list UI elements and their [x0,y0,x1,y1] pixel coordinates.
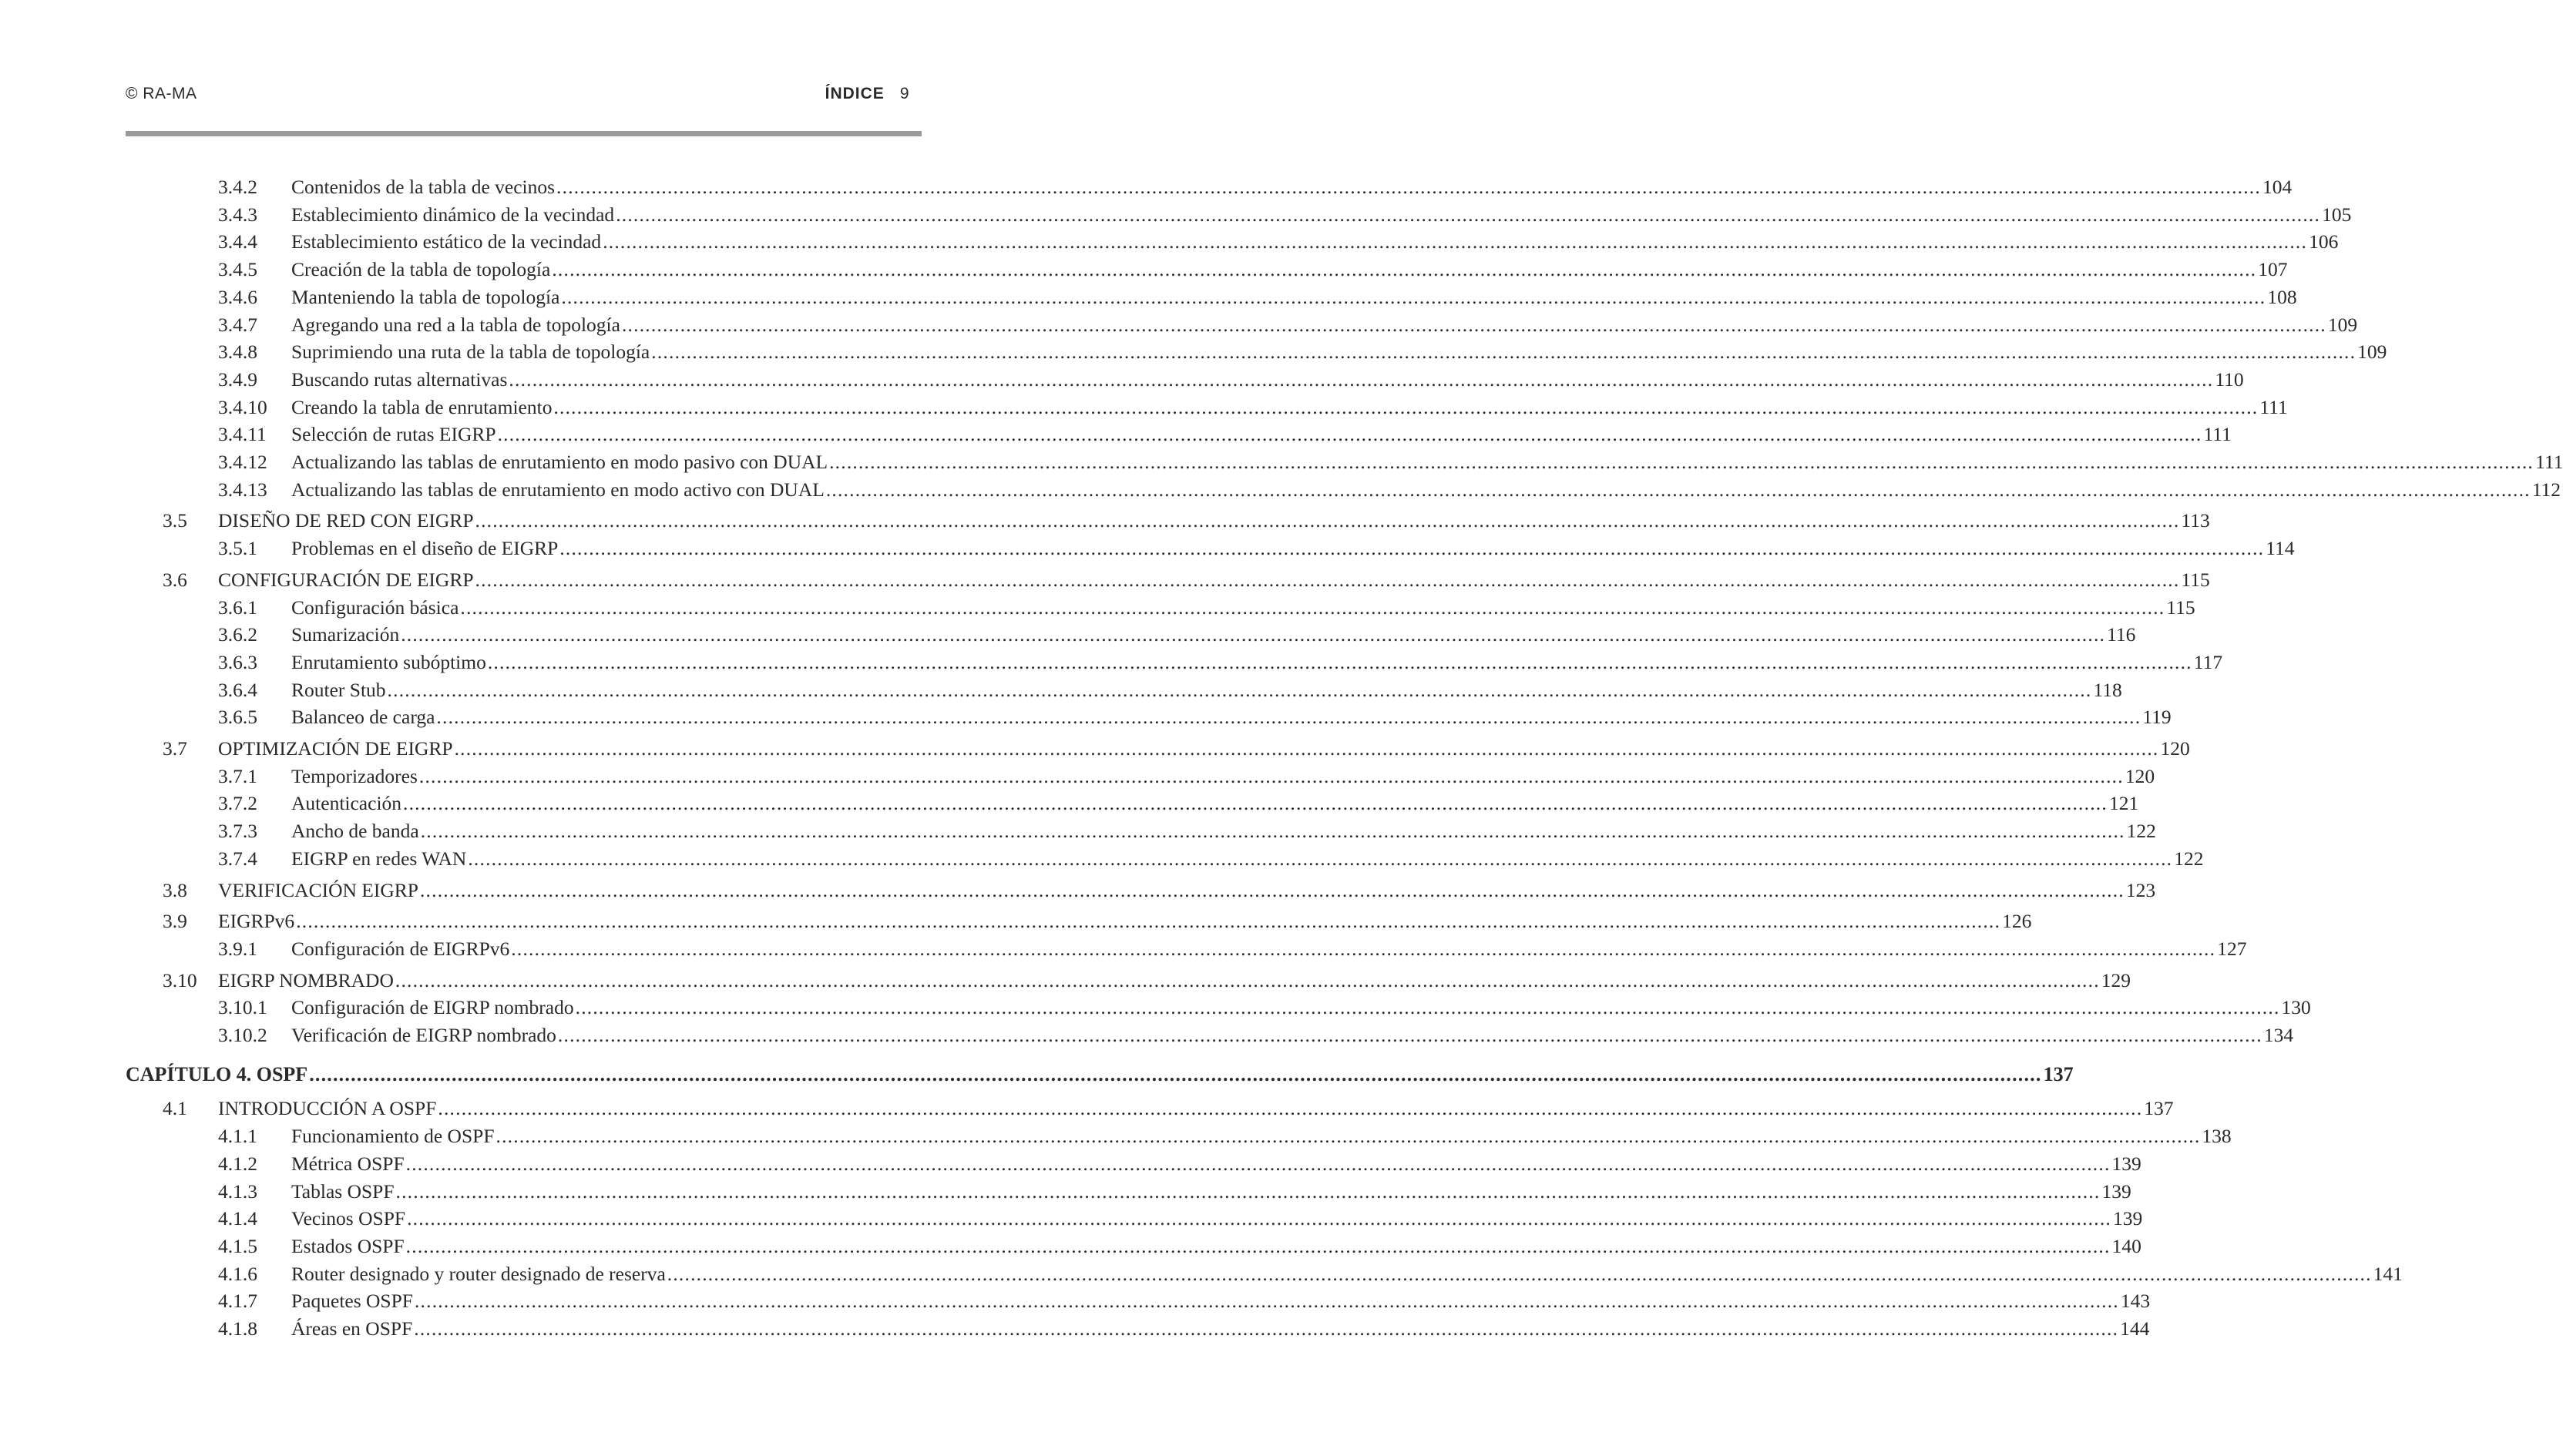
toc-leader-dots [498,423,2202,446]
toc-entry-number: 3.4.4 [218,230,257,253]
toc-entry-title: Paquetes OSPF [291,1290,413,1313]
toc-entry-title: Áreas en OSPF [291,1317,413,1340]
toc-entry-title: Configuración de EIGRP nombrado [291,996,574,1019]
toc-entry-title: Actualizando las tablas de enrutamiento en modo pasivo con DUAL [291,451,828,473]
toc-entry-number: 3.4.12 [218,451,267,473]
toc-leader-dots [460,596,2165,619]
toc-leader-dots [488,651,2192,674]
toc-entry-title: Enrutamiento subóptimo [291,650,486,673]
toc-entry-title: Router Stub [291,678,386,701]
toc-entry-title: Contenidos de la tabla de vecinos [291,176,556,198]
header-right [825,85,909,103]
toc-entry [126,678,2122,705]
toc-entry [126,1097,2174,1123]
toc-leader-dots [829,451,2534,474]
toc-entry [126,367,2244,394]
toc-entry-page: 122 [2174,847,2204,870]
toc-entry-page: 139 [2111,1152,2141,1175]
toc-leader-dots [552,258,2256,281]
toc-leader-dots [395,969,2100,992]
toc-leader-dots [419,765,2124,788]
toc-entry [126,478,2561,505]
toc-entry [126,568,2210,595]
toc-entry-title: Vecinos OSPF [291,1207,406,1230]
toc-entry-page: 117 [2193,650,2223,673]
toc-leader-dots [475,509,2180,532]
toc-entry [126,341,2387,367]
toc-entry-number: 4.1.4 [218,1207,257,1230]
toc-entry-number: 4.1.1 [218,1125,257,1148]
toc-entry [126,1234,2141,1261]
toc-entry-title: Configuración básica [291,595,459,619]
toc-entry [126,258,2288,284]
toc-entry-title: Establecimiento estático de la vecindad [291,230,602,253]
toc-leader-dots [414,1317,2118,1340]
toc-entry-title: Verificación de EIGRP nombrado [291,1024,556,1046]
toc-entry-page: 110 [2215,367,2244,391]
toc-entry-page: 109 [2327,313,2358,336]
toc-entry-title: Configuración de EIGRPv6 [291,937,510,960]
toc-entry-number: 3.6.1 [218,595,257,619]
toc-leader-dots [455,737,2159,760]
toc-entry [126,1317,2150,1344]
toc-leader-dots [667,1263,2372,1286]
toc-entry-number: 3.7.1 [218,764,257,787]
toc-leader-dots [561,286,2266,309]
toc-leader-dots [496,1125,2201,1148]
toc-entry [126,1024,2294,1050]
toc-leader-dots [403,792,2108,815]
toc-entry-number: 3.10.2 [218,1024,267,1046]
toc-entry-page: 139 [2101,1179,2131,1203]
toc-entry-title: EIGRP en redes WAN [291,847,467,870]
toc-entry-page: 140 [2111,1234,2141,1257]
toc-entry-number: 3.4.6 [218,285,257,308]
toc-leader-dots [509,368,2213,391]
toc-entry-page: 137 [2144,1097,2174,1120]
toc-leader-dots [436,706,2141,729]
toc-entry-number: 3.4.10 [218,395,267,418]
toc-entry [126,230,2339,257]
toc-entry [126,968,2131,995]
toc-entry [126,203,2352,230]
toc-entry-page: 106 [2309,230,2339,253]
toc-entry [126,285,2297,312]
toc-entry-number: 3.8 [163,878,187,901]
toc-entry-page: 143 [2120,1290,2151,1313]
toc-entry-number: 3.7.2 [218,792,257,815]
toc-entry-number: 3.4.2 [218,176,257,198]
toc-entry [126,820,2156,846]
header-rule [126,131,922,136]
toc-entry [126,1262,2403,1289]
toc-leader-dots [475,569,2180,592]
toc-entry-page: 122 [2126,820,2156,843]
toc-entry [126,509,2210,535]
toc-entry [126,1207,2143,1233]
toc-leader-dots [420,879,2125,902]
toc-entry-page: 108 [2267,285,2297,308]
toc-entry-page: 127 [2217,937,2247,960]
toc-entry-number: 3.4.8 [218,341,257,364]
toc-entry-page: 107 [2258,258,2288,281]
toc-leader-dots [296,910,2000,933]
toc-entry-number: 3.7.3 [218,820,257,843]
toc-entry-page: 118 [2093,678,2122,701]
toc-leader-dots [556,176,2261,199]
toc-entry-title: Actualizando las tablas de enrutamiento en modo activo con DUAL [291,478,825,501]
header-page-number: 9 [899,85,909,102]
toc-leader-dots [309,1063,2041,1086]
toc-entry-number: 3.6.4 [218,678,257,701]
toc-entry-page: 121 [2108,792,2139,815]
toc-entry-page: 115 [2166,595,2195,619]
header-publisher: © RA-MA [126,85,197,102]
toc-entry-page: 120 [2160,737,2190,760]
toc-entry-title: INTRODUCCIÓN A OSPF [218,1097,437,1120]
toc-entry-title: EIGRP NOMBRADO [218,968,394,991]
toc-leader-dots [388,679,2092,702]
toc-entry [126,847,2204,874]
toc-entry-title: Temporizadores [291,764,418,787]
toc-entry [126,1179,2131,1206]
toc-leader-dots [616,203,2320,226]
toc-leader-dots [826,478,2531,502]
toc-entry-page: 111 [2259,395,2288,418]
toc-entry-page: 137 [2043,1062,2074,1085]
toc-leader-dots [415,1290,2119,1313]
toc-leader-dots [576,996,2280,1019]
toc-entry-number: 4.1.5 [218,1234,257,1257]
toc-entry-page: 104 [2262,176,2293,198]
toc-entry-page: 113 [2181,509,2210,532]
toc-entry-number: 4.1.6 [218,1262,257,1285]
toc-entry-title: Funcionamiento de OSPF [291,1125,495,1148]
toc-entry [126,737,2190,763]
toc-entry-title: Selección de rutas EIGRP [291,423,496,446]
toc-entry-title: VERIFICACIÓN EIGRP [218,878,418,901]
toc-leader-dots [401,623,2105,646]
toc-entry-page: 115 [2181,568,2210,591]
toc-entry [126,423,2232,449]
toc-entry-number: 3.7.4 [218,847,257,870]
toc-entry-title: Estados OSPF [291,1234,405,1257]
toc-leader-dots [406,1235,2111,1258]
toc-entry-title: Balanceo de carga [291,706,435,729]
toc-entry-title: Router designado y router designado de reserva [291,1262,666,1285]
toc-entry-number: 3.10 [163,968,197,991]
toc-entry-title: EIGRPv6 [218,910,295,933]
toc-entry-title: Manteniendo la tabla de topología [291,285,560,308]
toc-entry-title: Creando la tabla de enrutamiento [291,395,553,418]
toc-entry-number: 3.6.2 [218,623,257,646]
toc-entry [126,910,2032,936]
toc-entry [126,764,2155,791]
toc-entry [126,395,2288,422]
toc-entry-page: 139 [2112,1207,2143,1230]
toc-leader-dots [511,938,2215,961]
toc-entry-number: 3.4.7 [218,313,257,336]
toc-entry-page: 130 [2281,996,2311,1019]
toc-entry-page: 111 [2535,451,2563,473]
toc-entry-number: 3.7 [163,737,187,760]
toc-entry-number: 4.1.8 [218,1317,257,1340]
toc-entry [126,792,2139,818]
toc-entry-page: 119 [2142,706,2172,729]
toc-entry-number: 3.6.3 [218,650,257,673]
toc-entry-title: Buscando rutas alternativas [291,367,508,391]
toc-entry [126,595,2195,622]
toc-entry-number: 4.1 [163,1097,187,1120]
toc-entry-title: Métrica OSPF [291,1152,405,1175]
toc-entry-title: Agregando una red a la tabla de topología [291,313,620,336]
toc-leader-dots [406,1152,2111,1176]
toc-chapter-entry [126,1062,2074,1089]
toc-entry-title: Autenticación [291,792,402,815]
toc-leader-dots [558,1024,2262,1047]
toc-entry [126,706,2172,732]
toc-entry-number: 3.4.11 [218,423,267,446]
toc-leader-dots [407,1207,2111,1230]
toc-entry-title: Tablas OSPF [291,1179,395,1203]
toc-entry [126,451,2563,477]
toc-entry [126,1152,2141,1179]
toc-entry-title: CAPÍTULO 4. OSPF [126,1062,308,1085]
toc-entry-number: 3.4.5 [218,258,257,281]
toc-entry-number: 3.6 [163,568,187,591]
toc-entry-page: 120 [2125,764,2155,787]
header-section-title: ÍNDICE [825,85,885,102]
toc-entry-page: 141 [2373,1262,2403,1285]
toc-entry-number: 3.4.13 [218,478,267,501]
toc-entry-number: 3.4.3 [218,203,257,226]
toc-entry-title: OPTIMIZACIÓN DE EIGRP [218,737,453,760]
toc-entry-page: 111 [2203,423,2232,446]
toc-entry-title: Ancho de banda [291,820,419,843]
toc-leader-dots [421,820,2125,843]
toc-leader-dots [559,537,2264,560]
toc-entry [126,1125,2232,1151]
toc-entry-page: 144 [2120,1317,2150,1340]
toc-entry-title: Suprimiendo una ruta de la tabla de topología [291,341,650,364]
toc-entry-number: 3.9.1 [218,937,257,960]
toc-entry-title: DISEÑO DE RED CON EIGRP [218,509,474,532]
toc-entry-page: 138 [2202,1125,2232,1148]
toc-leader-dots [468,847,2172,871]
toc-entry [126,650,2223,677]
toc-entry-title: Establecimiento dinámico de la vecindad [291,203,615,226]
toc-entry [126,313,2358,340]
toc-leader-dots [622,314,2326,337]
toc-leader-dots [396,1180,2101,1203]
toc-entry-title: Sumarización [291,623,400,646]
toc-entry [126,176,2293,202]
toc-entry-title: CONFIGURACIÓN DE EIGRP [218,568,474,591]
toc-entry-number: 4.1.3 [218,1179,257,1203]
toc-entry-page: 126 [2002,910,2032,933]
toc-entry-page: 129 [2101,968,2131,991]
toc-entry-page: 112 [2531,478,2561,501]
toc-leader-dots [651,341,2356,364]
toc-entry [126,537,2295,563]
toc-leader-dots [438,1097,2142,1120]
toc-entry [126,937,2247,964]
toc-entry [126,878,2156,905]
toc-entry-page: 134 [2263,1024,2294,1046]
toc-leader-dots [553,396,2258,419]
toc-entry-number: 3.5 [163,509,187,532]
toc-entry [126,996,2311,1022]
toc-leader-dots [603,230,2307,253]
toc-entry-number: 3.10.1 [218,996,267,1019]
toc-entry-number: 3.6.5 [218,706,257,729]
toc-entry [126,623,2136,649]
toc-entry-number: 4.1.2 [218,1152,257,1175]
toc-entry-title: Creación de la tabla de topología [291,258,551,281]
toc-entry-number: 4.1.7 [218,1290,257,1313]
toc-entry [126,1290,2151,1316]
toc-entry-page: 105 [2322,203,2352,226]
toc-entry-page: 116 [2107,623,2136,646]
toc-entry-page: 123 [2125,878,2156,901]
toc-entry-page: 109 [2357,341,2387,364]
toc-entry-number: 3.9 [163,910,187,933]
toc-entry-number: 3.5.1 [218,537,257,560]
toc-entry-page: 114 [2266,537,2295,560]
toc-entry-title: Problemas en el diseño de EIGRP [291,537,559,560]
toc-entry-number: 3.4.9 [218,367,257,391]
